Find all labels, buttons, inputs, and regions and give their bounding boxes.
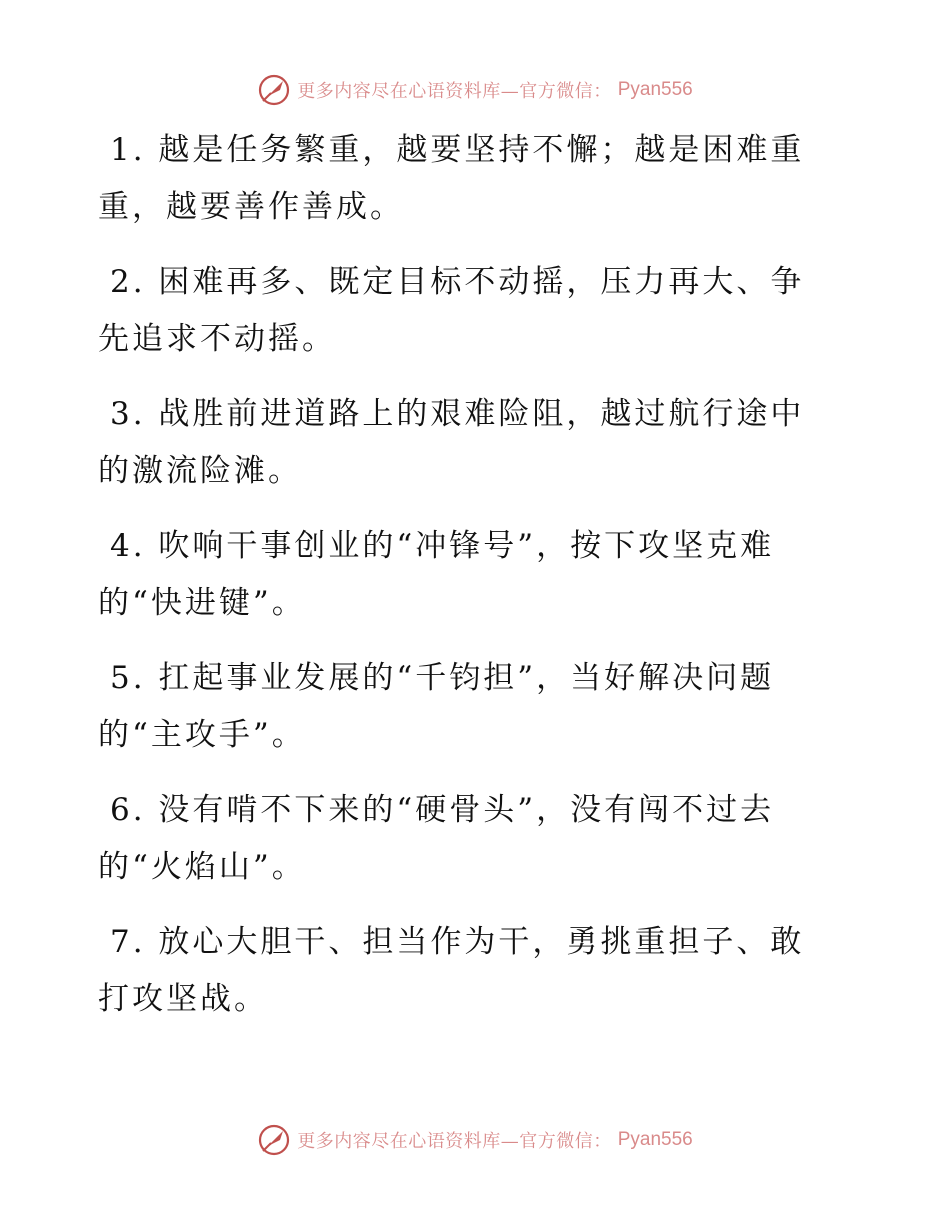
banner-text: 更多内容尽在心语资料库—官方微信：	[297, 1131, 612, 1152]
header-watermark-banner	[0, 70, 950, 110]
list-item-3: 3. 战胜前进道路上的艰难险阻，越过航行途中的激流险滩。	[98, 396, 805, 489]
list-item-5: 5. 扛起事业发展的“千钧担”，当好解决问题的“主攻手”。	[98, 660, 775, 753]
footer-watermark-banner	[0, 1120, 950, 1160]
list-item-1: 1. 越是任务繁重，越要坚持不懈；越是困难重重，越要善作善成。	[98, 132, 805, 225]
list-item-6: 6. 没有啃不下来的“硬骨头”，没有闯不过去的“火焰山”。	[98, 792, 775, 885]
banner-text: 更多内容尽在心语资料库—官方微信：	[297, 81, 612, 102]
banner-wechat-id: Pyan556	[617, 1129, 693, 1150]
document-body	[98, 122, 838, 1046]
quill-logo-icon	[257, 1123, 291, 1157]
list-item-4: 4. 吹响干事创业的“冲锋号”，按下攻坚克难的“快进键”。	[98, 528, 775, 621]
quill-logo-icon	[257, 73, 291, 107]
banner-wechat-id: Pyan556	[617, 79, 693, 100]
list-item-7: 7. 放心大胆干、担当作为干，勇挑重担子、敢打攻坚战。	[98, 924, 805, 1017]
list-item-2: 2. 困难再多、既定目标不动摇，压力再大、争先追求不动摇。	[98, 264, 805, 357]
